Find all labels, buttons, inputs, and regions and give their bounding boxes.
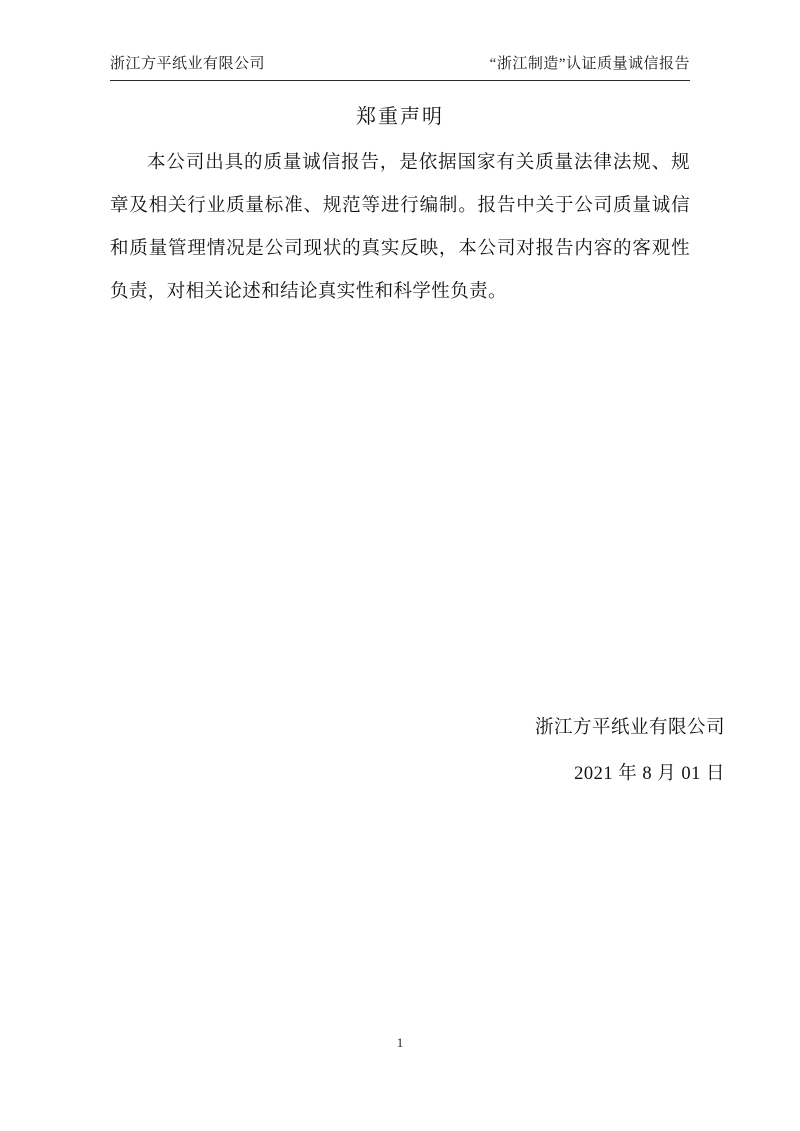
page-title: 郑重声明 <box>356 106 444 128</box>
signature-date: 2021 年 8 月 01 日 <box>574 764 725 784</box>
signature-block <box>535 705 725 797</box>
statement-paragraph: 本公司出具的质量诚信报告，是依据国家有关质量法律法规、规章及相关行业质量标准、规范等进行编制。报告中关于公司质量诚信和质量管理情况是公司现状的真实反映，本公司对报告内容的客观性负责，对相关论述和结论真实性和科学性负责。 <box>110 153 690 302</box>
header-divider <box>110 80 690 81</box>
running-header <box>110 52 690 79</box>
footer-page-number: 1 <box>396 1035 404 1050</box>
header-report-title: “浙江制造”认证质量诚信报告 <box>489 56 690 72</box>
signature-company: 浙江方平纸业有限公司 <box>534 718 725 738</box>
header-company-name: 浙江方平纸业有限公司 <box>110 56 266 72</box>
